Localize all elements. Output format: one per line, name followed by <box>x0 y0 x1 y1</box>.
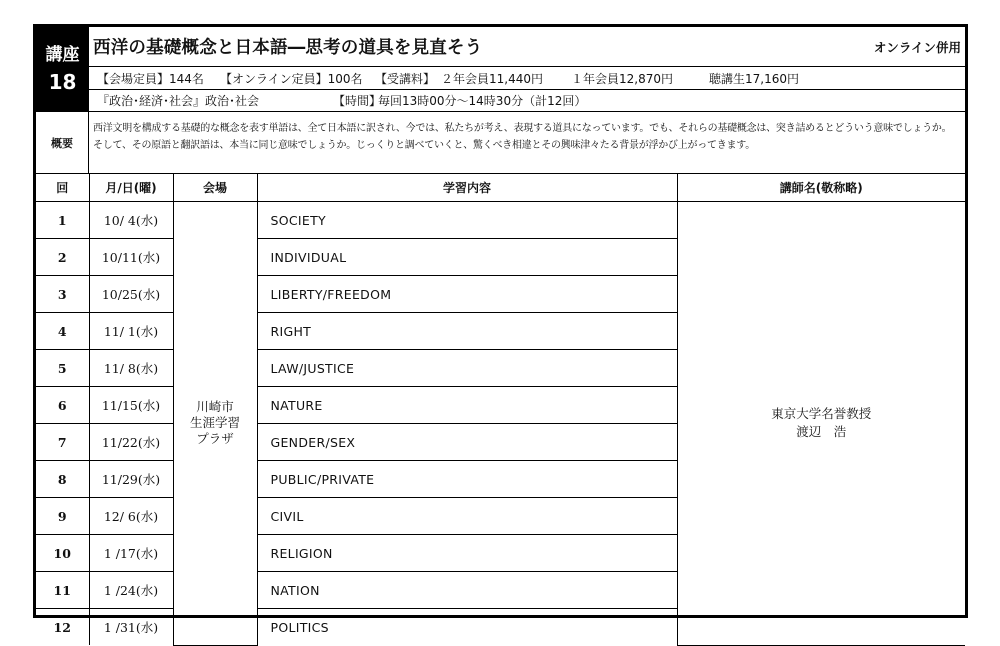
session-number: 12 <box>36 609 89 646</box>
session-content: GENDER/SEX <box>257 424 677 461</box>
session-content: POLITICS <box>257 609 677 646</box>
session-number: 7 <box>36 424 89 461</box>
course-category: 『政治･経済･社会』政治･社会 <box>97 94 260 108</box>
session-number: 10 <box>36 535 89 572</box>
online-tag: オンライン併用 <box>873 39 961 55</box>
session-number: 5 <box>36 350 89 387</box>
venue-capacity: 【会場定員】144名 <box>97 71 204 86</box>
session-number: 2 <box>36 239 89 276</box>
fee-label: 【受講料】 <box>375 71 436 86</box>
time-label: 【時間】 <box>333 94 382 108</box>
session-date: 11/ 1(水) <box>89 313 173 350</box>
venue-cell <box>173 202 257 646</box>
venue-line: プラザ <box>196 431 234 447</box>
capacity-fee-row <box>89 67 965 90</box>
header-date: 月/日(曜) <box>89 174 173 202</box>
session-content: LIBERTY/FREEDOM <box>257 276 677 313</box>
session-date: 1 /31(水) <box>89 609 173 646</box>
session-number: 9 <box>36 498 89 535</box>
online-capacity: 【オンライン定員】100名 <box>220 71 363 86</box>
session-date: 11/22(水) <box>89 424 173 461</box>
course-number: 18 <box>48 70 77 94</box>
table-row <box>36 202 965 239</box>
session-content: RELIGION <box>257 535 677 572</box>
session-content: RIGHT <box>257 313 677 350</box>
session-content: NATION <box>257 572 677 609</box>
header-lecturer: 講師名(敬称略) <box>677 174 965 202</box>
session-number: 1 <box>36 202 89 239</box>
course-title-row <box>89 27 965 67</box>
schedule-header-row <box>36 174 965 202</box>
session-date: 11/ 8(水) <box>89 350 173 387</box>
course-sheet <box>33 24 968 635</box>
lecturer-cell <box>677 202 965 646</box>
header-session: 回 <box>36 174 89 202</box>
fee-auditor: 聴講生17,160円 <box>709 71 799 86</box>
summary-text: 西洋文明を構成する基礎的な概念を表す単語は、全て日本語に訳され、今では、私たちが考え、表現する道具になっています。でも、それらの基礎概念は、突き詰めるとどういう意味でしょうか。そして、その原語と翻訳語は、本当に同じ意味でしょうか。じっくりと調べていくと、驚くべき相違とその興味津々たる背景が浮かび上がってきます。 <box>89 112 965 174</box>
lecturer-line: 東京大学名誉教授 <box>771 406 872 422</box>
session-date: 11/15(水) <box>89 387 173 424</box>
venue-line: 生涯学習 <box>189 415 240 431</box>
time-value: 毎回13時00分～14時30分（計12回） <box>378 94 587 108</box>
header-venue: 会場 <box>173 174 257 202</box>
session-content: CIVIL <box>257 498 677 535</box>
session-date: 1 /24(水) <box>89 572 173 609</box>
session-content: INDIVIDUAL <box>257 239 677 276</box>
session-date: 10/ 4(水) <box>89 202 173 239</box>
fee-2yr-member: ２年会員11,440円 <box>441 71 543 86</box>
session-content: NATURE <box>257 387 677 424</box>
session-date: 10/25(水) <box>89 276 173 313</box>
course-title: 西洋の基礎概念と日本語―思考の道具を見直そう <box>93 38 483 58</box>
session-content: SOCIETY <box>257 202 677 239</box>
summary-label: 概要 <box>36 112 89 174</box>
category-time-row <box>89 90 965 112</box>
course-badge-label: 講座 <box>45 45 80 65</box>
session-number: 6 <box>36 387 89 424</box>
session-content: PUBLIC/PRIVATE <box>257 461 677 498</box>
session-date: 10/11(水) <box>89 239 173 276</box>
session-number: 3 <box>36 276 89 313</box>
session-content: LAW/JUSTICE <box>257 350 677 387</box>
session-number: 8 <box>36 461 89 498</box>
session-number: 11 <box>36 572 89 609</box>
course-badge <box>36 27 89 112</box>
lecturer-line: 渡辺 浩 <box>796 424 847 440</box>
session-number: 4 <box>36 313 89 350</box>
session-date: 1 /17(水) <box>89 535 173 572</box>
schedule-table <box>36 174 965 646</box>
session-date: 11/29(水) <box>89 461 173 498</box>
session-date: 12/ 6(水) <box>89 498 173 535</box>
venue-line: 川崎市 <box>196 399 234 415</box>
fee-1yr-member: １年会員12,870円 <box>571 71 673 86</box>
header-content: 学習内容 <box>257 174 677 202</box>
